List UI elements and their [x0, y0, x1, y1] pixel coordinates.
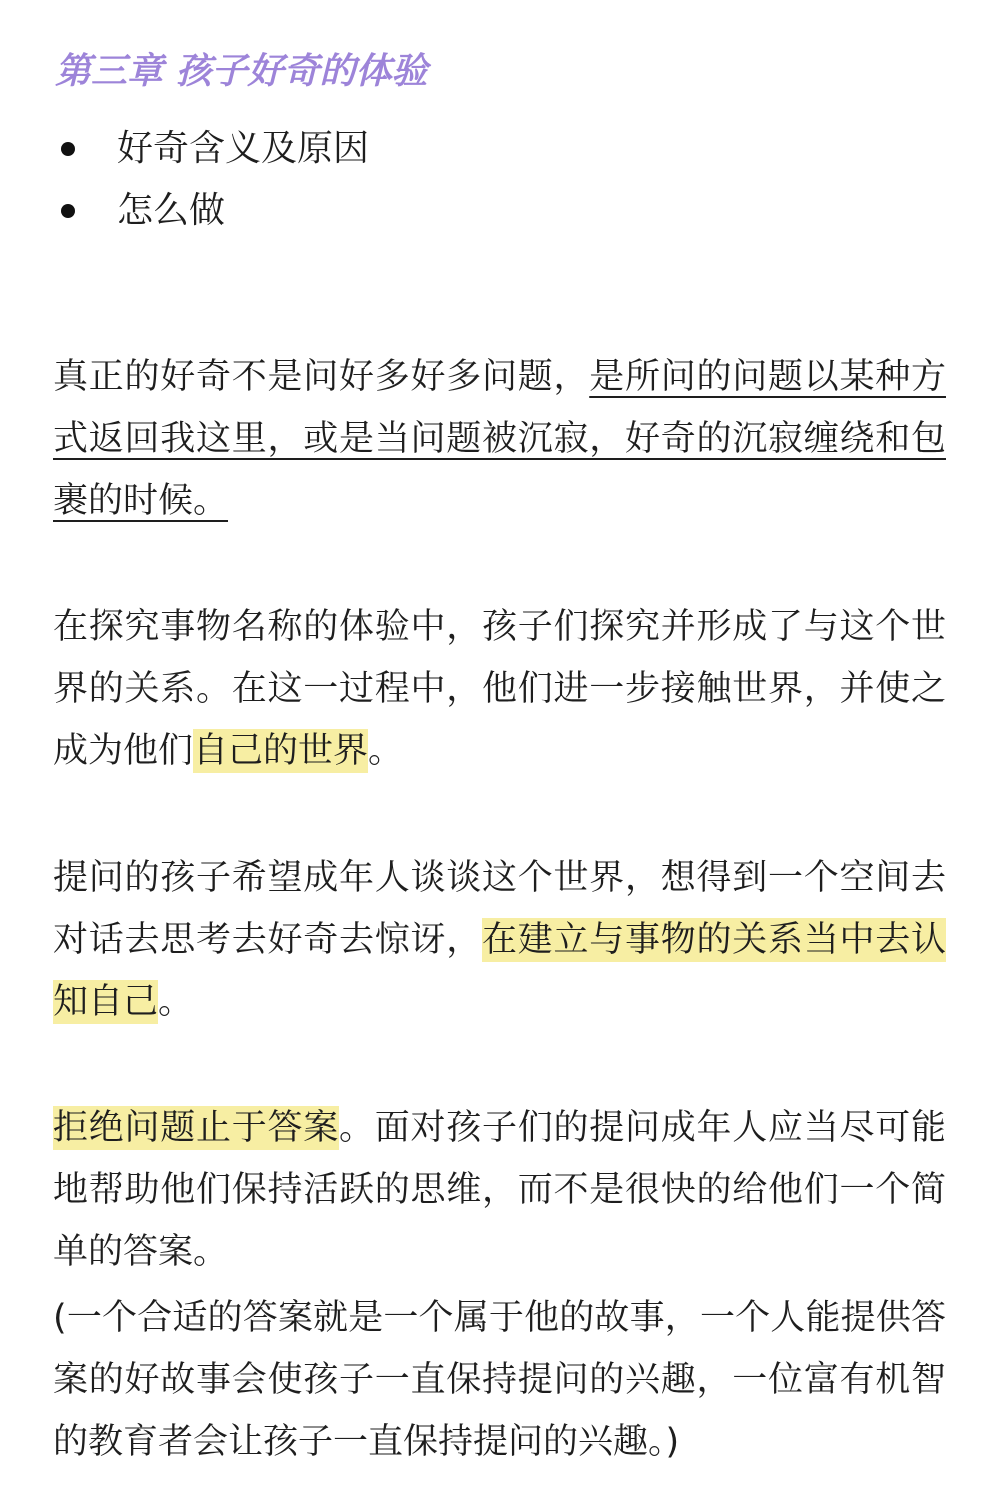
outline-item	[55, 180, 369, 242]
paragraph-curiosity-definition	[53, 346, 946, 532]
outline-list	[55, 118, 369, 242]
paragraph-text: (一个合适的答案就是一个属于他的故事，一个人能提供答案的好故事会使孩子一直保持提问的兴趣，一位富有机智的教育者会让孩子一直保持提问的兴趣。)	[53, 1298, 946, 1462]
bullet-icon	[61, 204, 75, 218]
paragraph-text: 真正的好奇不是问好多好多问题，	[53, 357, 590, 397]
bullet-icon	[61, 142, 75, 156]
underlined-text: 是所问的问题以某种方式返回我这里，或是当问题被沉寂，好奇的沉寂缠绕和包裹的时候。	[53, 357, 946, 521]
highlighted-text: 自己的世界	[193, 731, 369, 771]
highlighted-text: 拒绝问题止于答案	[53, 1108, 339, 1148]
paragraph-story-note	[53, 1287, 946, 1473]
paragraph-end-punctuation: 。	[368, 731, 404, 771]
paragraph-text: 在探究事物名称的体验中，孩子们探究并形成了与这个世界的关系。在这一过程中，他们进一步接触世界，并使之成为他们	[53, 607, 946, 771]
paragraph-naming-experience	[53, 596, 946, 782]
paragraph-text: 。面对孩子们的提问成年人应当尽可能地帮助他们保持活跃的思维，而不是很快的给他们一个简单的答案。	[53, 1108, 946, 1272]
paragraph-end-punctuation: 。	[158, 982, 194, 1022]
outline-item-label: 怎么做	[117, 190, 226, 231]
outline-item	[55, 118, 369, 180]
chapter-title: 第三章 孩子好奇的体验	[55, 51, 428, 92]
paragraph-asking-child	[53, 847, 946, 1033]
outline-item-label: 好奇含义及原因	[117, 128, 370, 169]
highlighted-text: 在建立与事物的关系当中去认知自己	[53, 920, 946, 1022]
paragraph-text: 提问的孩子希望成年人谈谈这个世界，想得到一个空间去对话去思考去好奇去惊讶，	[53, 858, 946, 960]
paragraph-refuse-answers	[53, 1097, 946, 1283]
